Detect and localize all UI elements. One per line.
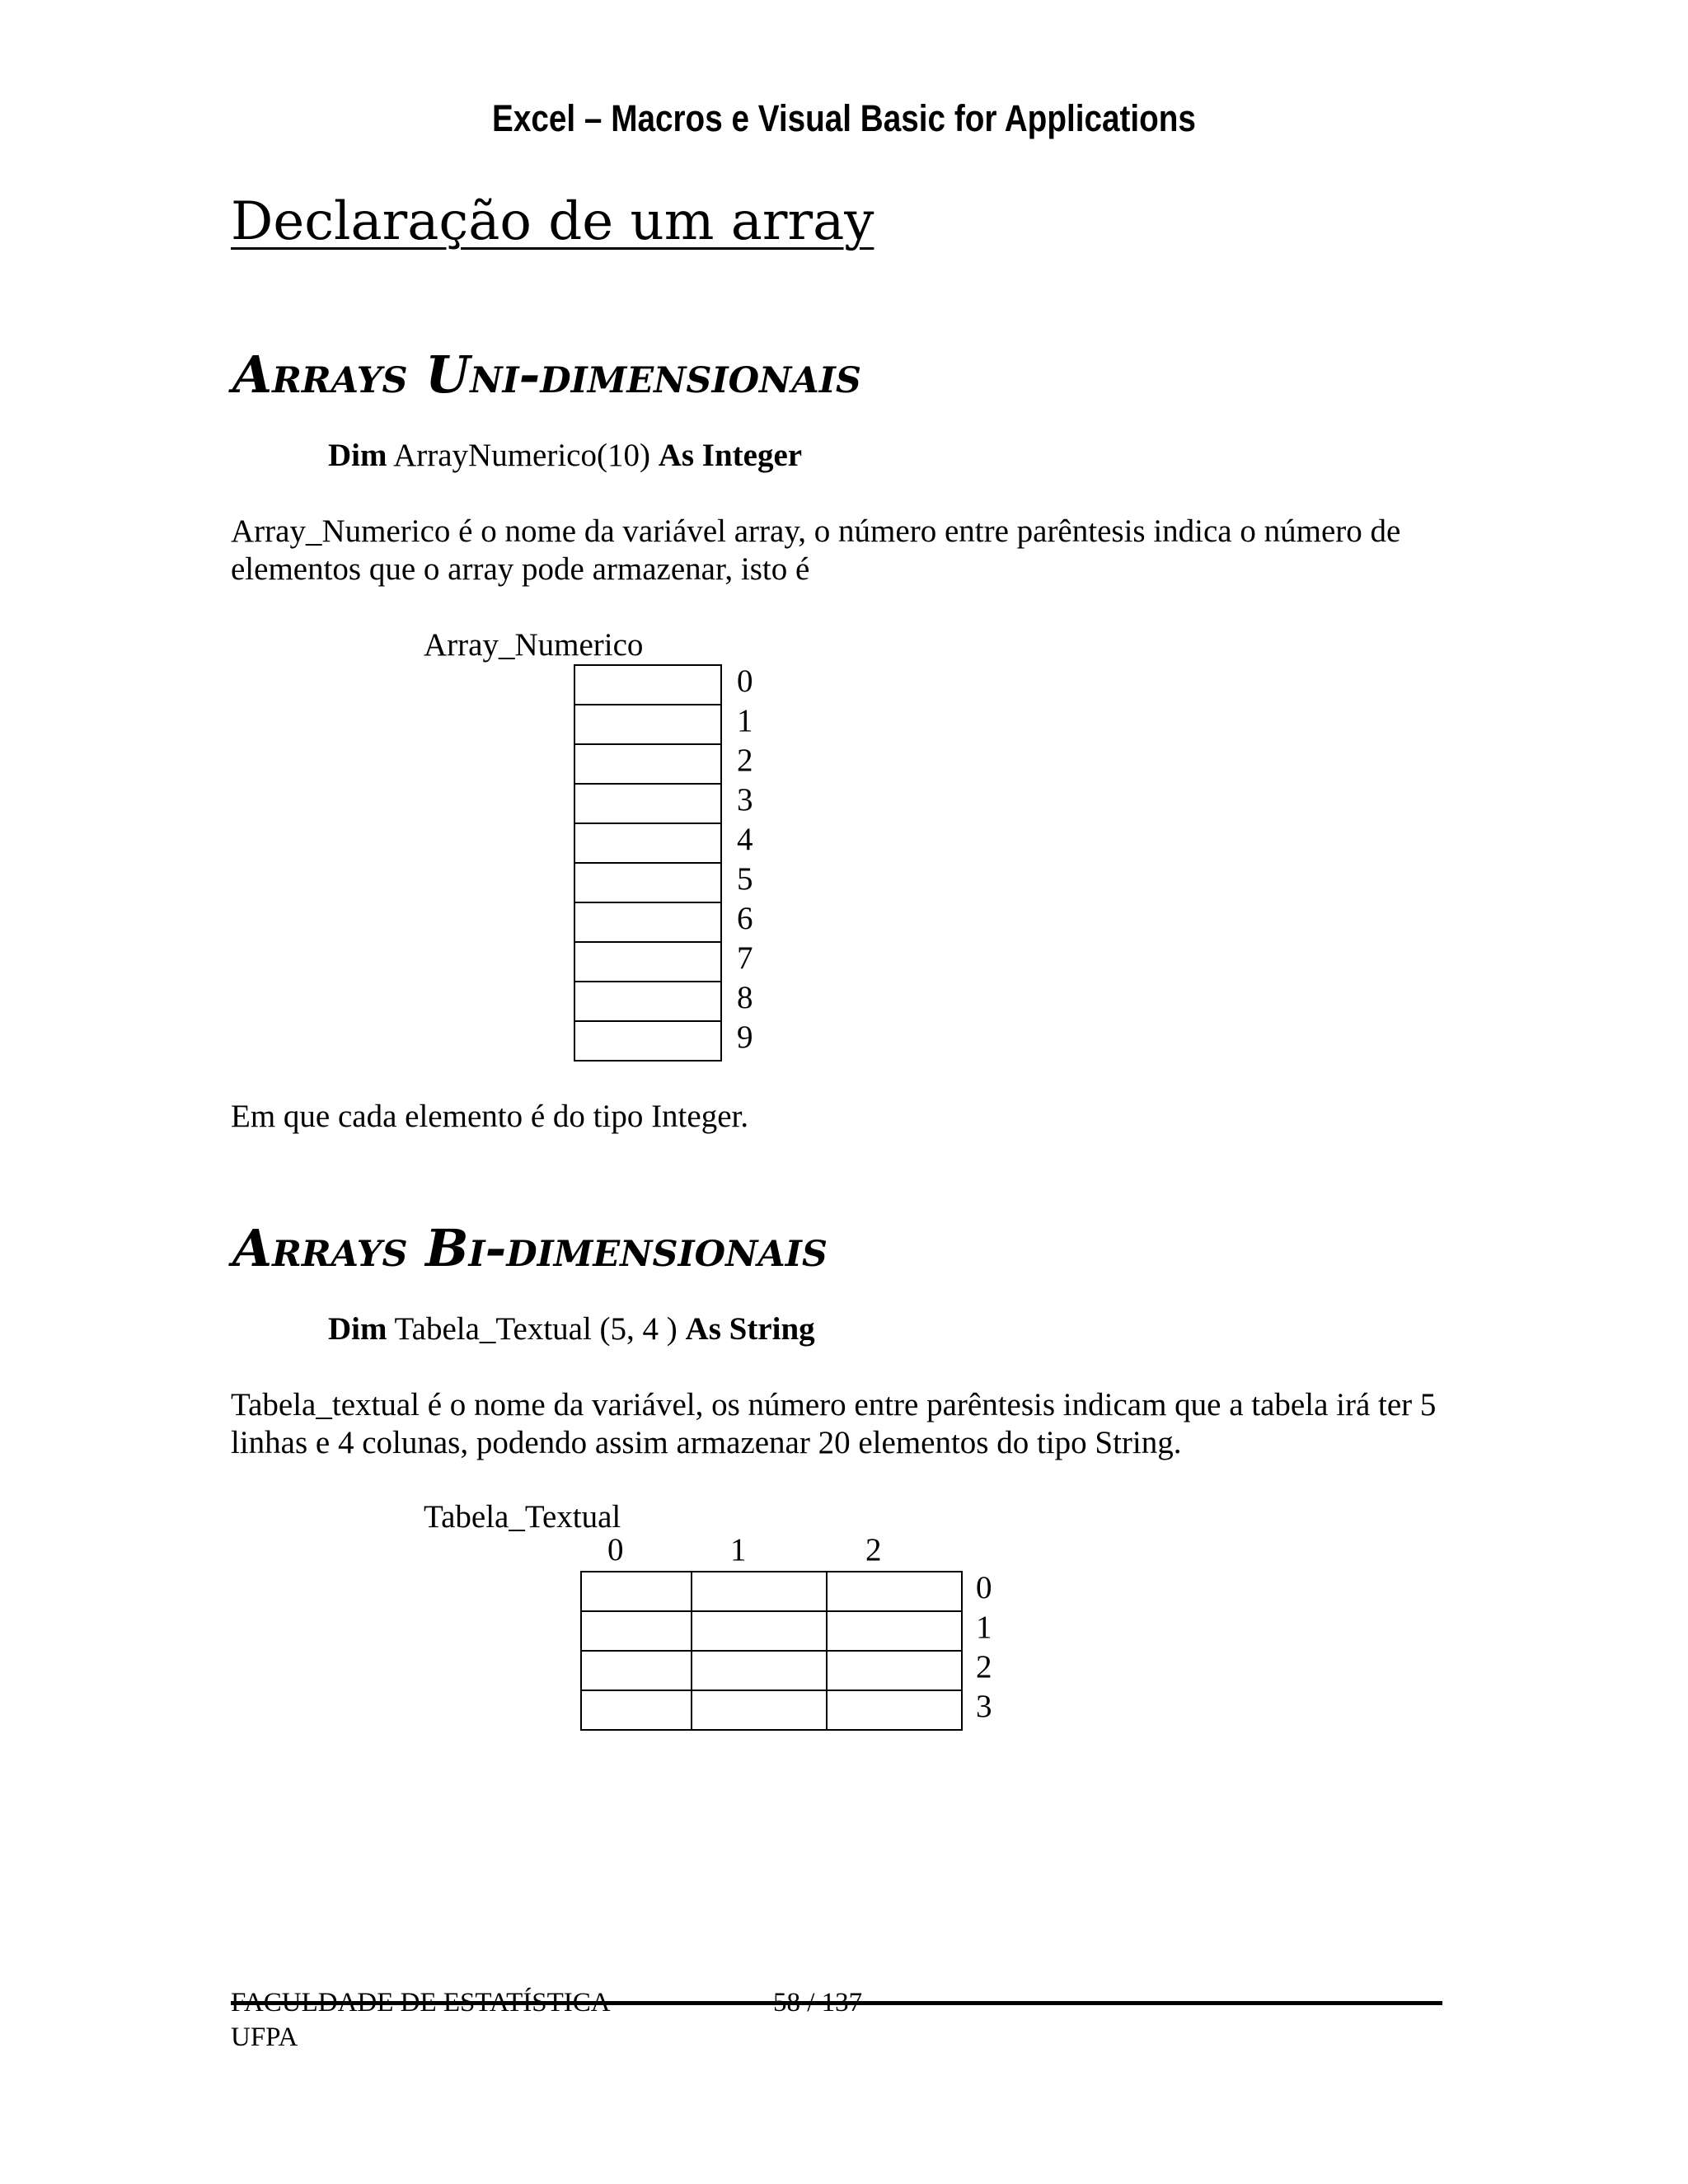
array-cell bbox=[574, 981, 722, 1022]
table-cell bbox=[580, 1650, 692, 1691]
table-row-index: 2 bbox=[976, 1649, 992, 1685]
table-row-index: 1 bbox=[976, 1610, 992, 1645]
paragraph-element-type: Em que cada elemento é do tipo Integer. bbox=[231, 1099, 749, 1134]
table-cell bbox=[691, 1571, 828, 1612]
array-row-index: 3 bbox=[737, 782, 753, 818]
table-cell bbox=[691, 1650, 828, 1691]
code-keyword-type: As String bbox=[685, 1311, 815, 1347]
document-header-title: Excel – Macros e Visual Basic for Applications bbox=[492, 97, 1196, 139]
code-keyword-dim: Dim bbox=[328, 438, 387, 473]
array-row-index: 6 bbox=[737, 901, 753, 936]
table-cell bbox=[826, 1610, 963, 1652]
array-diagram-label: Array_Numerico bbox=[424, 627, 644, 663]
code-keyword-dim: Dim bbox=[328, 1311, 387, 1347]
array-cell bbox=[574, 862, 722, 903]
array-row-index: 5 bbox=[737, 861, 753, 897]
code-keyword-type: As Integer bbox=[658, 438, 803, 473]
code-identifier: ArrayNumerico(10) bbox=[387, 438, 659, 473]
table-cell bbox=[826, 1571, 963, 1612]
paragraph-table-description: Tabela_textual é o nome da variável, os número entre parêntesis indicam que a tabela irá ter 5 linhas e 4 colunas, podendo assim armazenar 20 elementos do tipo String. bbox=[231, 1387, 1437, 1460]
table-diagram-label: Tabela_Textual bbox=[424, 1499, 621, 1535]
array-cell bbox=[574, 743, 722, 785]
table-cell bbox=[580, 1690, 692, 1731]
table-row-index: 3 bbox=[976, 1689, 992, 1724]
footer-university: UFPA bbox=[231, 2022, 298, 2052]
array-cell bbox=[574, 823, 722, 864]
table-column-index: 1 bbox=[730, 1532, 747, 1568]
array-row-index: 7 bbox=[737, 940, 753, 976]
table-cell bbox=[580, 1571, 692, 1612]
footer-institution: FACULDADE DE ESTATÍSTICA bbox=[231, 1988, 611, 2018]
array-cell bbox=[574, 783, 722, 824]
footer-page-number: 58 / 137 bbox=[773, 1988, 863, 2018]
table-cell bbox=[826, 1690, 963, 1731]
code-identifier: Tabela_Textual (5, 4 ) bbox=[387, 1311, 686, 1347]
section-heading-uni: Arrays Uni-dimensionais bbox=[232, 344, 861, 405]
array-row-index: 2 bbox=[737, 743, 753, 778]
table-column-index: 0 bbox=[607, 1532, 624, 1568]
array-row-index: 4 bbox=[737, 822, 753, 857]
array-row-index: 0 bbox=[737, 663, 753, 699]
section-heading-bi: Arrays Bi-dimensionais bbox=[232, 1218, 828, 1278]
table-cell bbox=[826, 1650, 963, 1691]
array-cell bbox=[574, 704, 722, 745]
array-row-index: 8 bbox=[737, 980, 753, 1015]
array-cell bbox=[574, 1020, 722, 1062]
page-title: Declaração de um array bbox=[231, 191, 874, 252]
table-column-index: 2 bbox=[865, 1532, 882, 1568]
array-cell bbox=[574, 902, 722, 943]
array-cell bbox=[574, 664, 722, 705]
array-cell bbox=[574, 941, 722, 982]
table-cell bbox=[580, 1610, 692, 1652]
array-row-index: 1 bbox=[737, 703, 753, 738]
array-row-index: 9 bbox=[737, 1019, 753, 1055]
table-cell bbox=[691, 1690, 828, 1731]
table-cell bbox=[691, 1610, 828, 1652]
paragraph-array-description: Array_Numerico é o nome da variável array, o número entre parêntesis indica o número de elementos que o array pode armazenar, isto é bbox=[231, 513, 1401, 587]
code-line-dim-table bbox=[328, 1310, 815, 1347]
code-line-dim-array bbox=[328, 437, 802, 474]
table-row-index: 0 bbox=[976, 1570, 992, 1605]
